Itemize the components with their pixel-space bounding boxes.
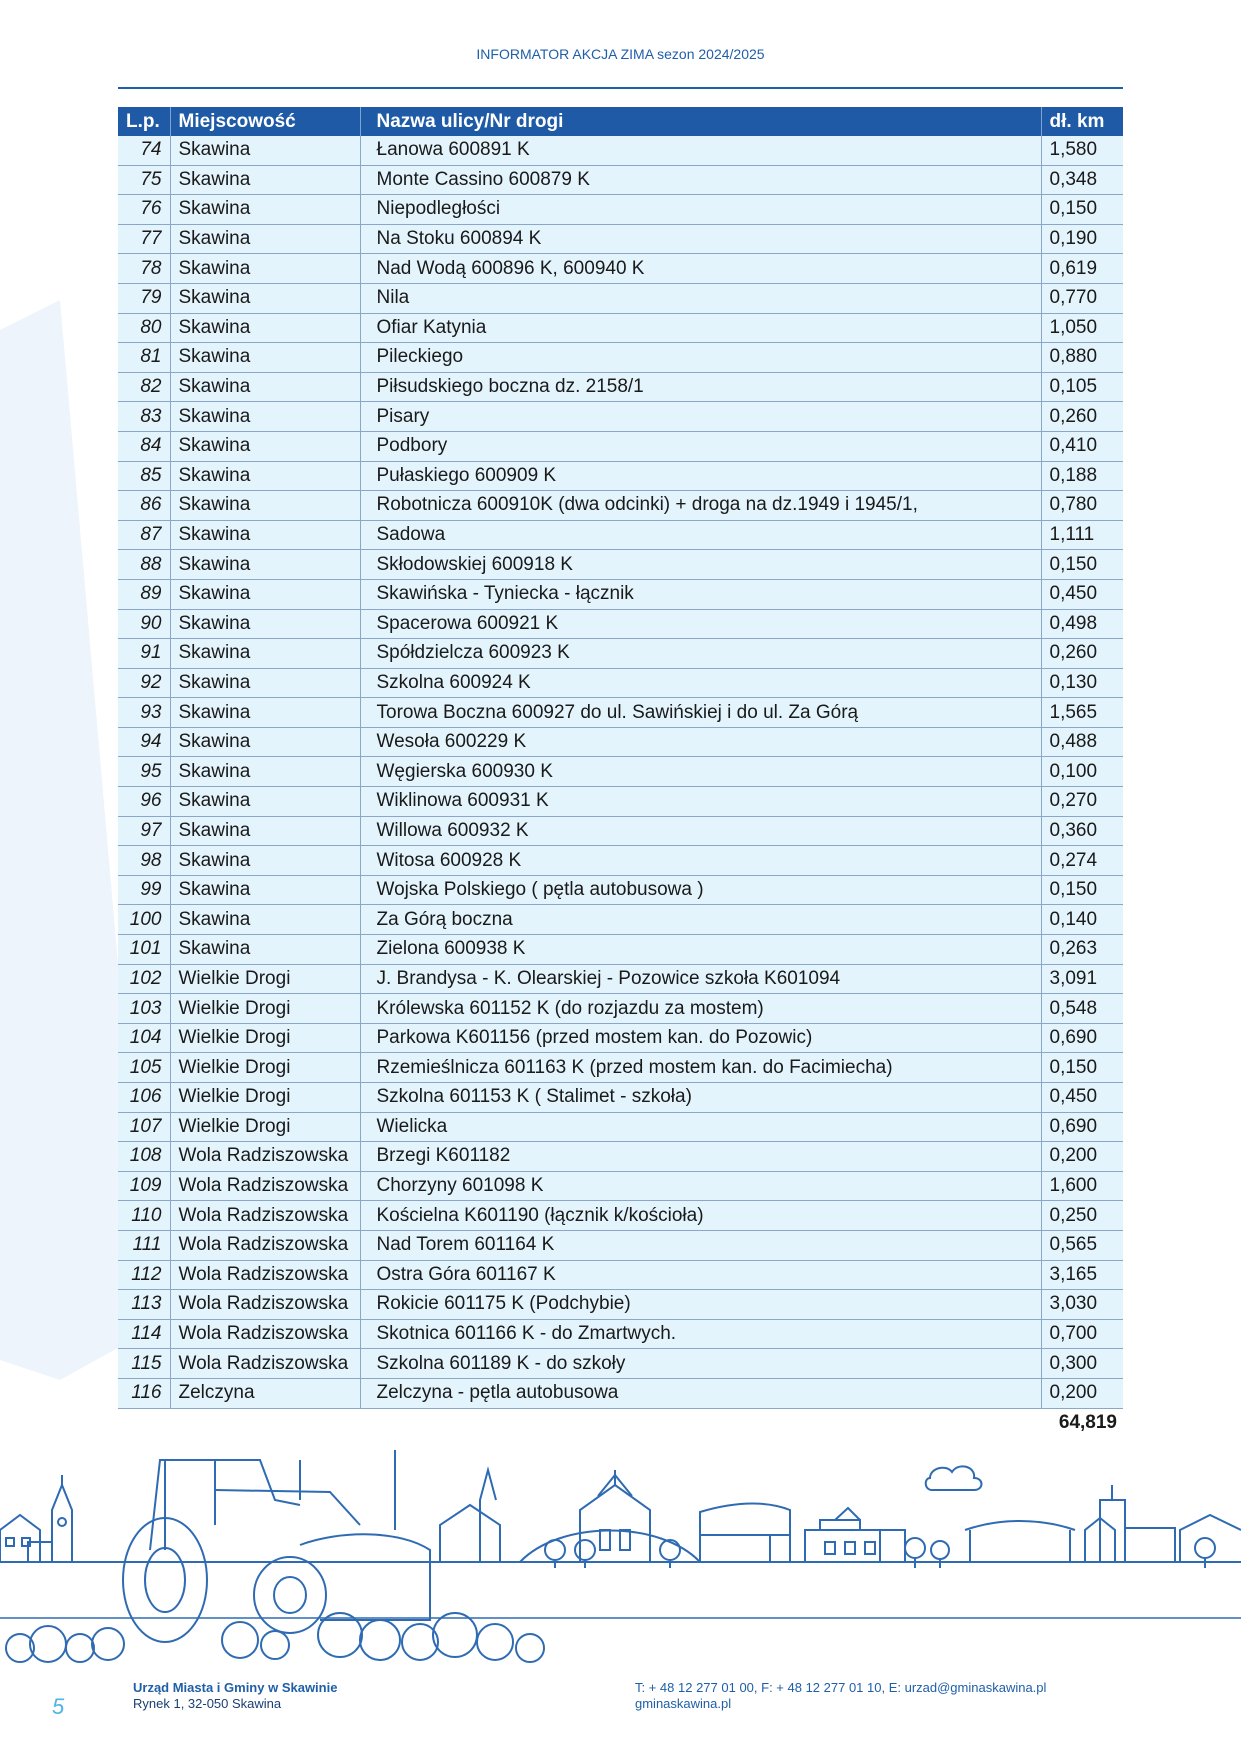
row-dlugosc-km: 0,130 <box>1041 668 1123 698</box>
row-miejscowosc: Skawina <box>170 283 360 313</box>
row-nazwa-ulicy: Torowa Boczna 600927 do ul. Sawińskiej i do ul. Za Górą <box>360 698 1041 728</box>
row-lp: 94 <box>118 727 170 757</box>
row-dlugosc-km: 3,030 <box>1041 1290 1123 1320</box>
table-row <box>118 1023 1123 1053</box>
row-miejscowosc: Skawina <box>170 846 360 876</box>
table-row <box>118 1083 1123 1113</box>
row-lp: 79 <box>118 283 170 313</box>
row-lp: 83 <box>118 402 170 432</box>
roads-table <box>118 107 1123 1437</box>
footer-org-name: Urząd Miasta i Gminy w Skawinie <box>133 1680 338 1695</box>
row-lp: 106 <box>118 1083 170 1113</box>
cloud-icon <box>926 1466 982 1490</box>
total-row <box>118 1408 1123 1437</box>
row-nazwa-ulicy: Na Stoku 600894 K <box>360 224 1041 254</box>
row-dlugosc-km: 1,580 <box>1041 136 1123 165</box>
row-nazwa-ulicy: Pileckiego <box>360 343 1041 373</box>
row-nazwa-ulicy: Witosa 600928 K <box>360 846 1041 876</box>
row-nazwa-ulicy: Piłsudskiego boczna dz. 2158/1 <box>360 372 1041 402</box>
table-row <box>118 224 1123 254</box>
table-row <box>118 1319 1123 1349</box>
table-row <box>118 639 1123 669</box>
row-lp: 87 <box>118 520 170 550</box>
row-nazwa-ulicy: Ostra Góra 601167 K <box>360 1260 1041 1290</box>
row-lp: 93 <box>118 698 170 728</box>
row-dlugosc-km: 0,880 <box>1041 343 1123 373</box>
row-dlugosc-km: 0,565 <box>1041 1230 1123 1260</box>
row-dlugosc-km: 0,270 <box>1041 787 1123 817</box>
row-dlugosc-km: 0,260 <box>1041 639 1123 669</box>
row-miejscowosc: Wielkie Drogi <box>170 1112 360 1142</box>
table-row <box>118 195 1123 225</box>
row-nazwa-ulicy: Sadowa <box>360 520 1041 550</box>
snow-plow-tractor-illustration <box>123 1450 430 1642</box>
table-row <box>118 1112 1123 1142</box>
row-miejscowosc: Skawina <box>170 935 360 965</box>
row-nazwa-ulicy: Nila <box>360 283 1041 313</box>
row-lp: 96 <box>118 787 170 817</box>
row-dlugosc-km: 0,250 <box>1041 1201 1123 1231</box>
row-miejscowosc: Skawina <box>170 787 360 817</box>
row-lp: 86 <box>118 491 170 521</box>
row-miejscowosc: Zelczyna <box>170 1378 360 1408</box>
row-lp: 113 <box>118 1290 170 1320</box>
row-nazwa-ulicy: Wojska Polskiego ( pętla autobusowa ) <box>360 875 1041 905</box>
row-miejscowosc: Skawina <box>170 905 360 935</box>
row-lp: 111 <box>118 1230 170 1260</box>
row-dlugosc-km: 0,200 <box>1041 1142 1123 1172</box>
row-lp: 76 <box>118 195 170 225</box>
row-miejscowosc: Wielkie Drogi <box>170 1023 360 1053</box>
table-row <box>118 846 1123 876</box>
row-lp: 114 <box>118 1319 170 1349</box>
row-miejscowosc: Skawina <box>170 313 360 343</box>
table-row <box>118 491 1123 521</box>
row-nazwa-ulicy: Wesoła 600229 K <box>360 727 1041 757</box>
table-row <box>118 1201 1123 1231</box>
row-miejscowosc: Skawina <box>170 165 360 195</box>
row-miejscowosc: Skawina <box>170 254 360 284</box>
table-row <box>118 935 1123 965</box>
row-lp: 90 <box>118 609 170 639</box>
row-lp: 77 <box>118 224 170 254</box>
row-nazwa-ulicy: Parkowa K601156 (przed mostem kan. do Pozowic) <box>360 1023 1041 1053</box>
table-row <box>118 905 1123 935</box>
row-miejscowosc: Skawina <box>170 461 360 491</box>
row-nazwa-ulicy: Pisary <box>360 402 1041 432</box>
row-lp: 110 <box>118 1201 170 1231</box>
table-row <box>118 313 1123 343</box>
table-row <box>118 994 1123 1024</box>
row-nazwa-ulicy: Szkolna 600924 K <box>360 668 1041 698</box>
table-row <box>118 1378 1123 1408</box>
row-dlugosc-km: 0,150 <box>1041 195 1123 225</box>
row-dlugosc-km: 1,565 <box>1041 698 1123 728</box>
row-miejscowosc: Skawina <box>170 816 360 846</box>
row-lp: 115 <box>118 1349 170 1379</box>
row-lp: 100 <box>118 905 170 935</box>
row-dlugosc-km: 1,111 <box>1041 520 1123 550</box>
row-dlugosc-km: 0,200 <box>1041 1378 1123 1408</box>
row-nazwa-ulicy: Zelczyna - pętla autobusowa <box>360 1378 1041 1408</box>
table-row <box>118 1290 1123 1320</box>
row-dlugosc-km: 0,690 <box>1041 1023 1123 1053</box>
row-miejscowosc: Skawina <box>170 550 360 580</box>
row-miejscowosc: Skawina <box>170 609 360 639</box>
row-dlugosc-km: 0,770 <box>1041 283 1123 313</box>
row-nazwa-ulicy: Spacerowa 600921 K <box>360 609 1041 639</box>
row-nazwa-ulicy: Nad Torem 601164 K <box>360 1230 1041 1260</box>
row-nazwa-ulicy: Węgierska 600930 K <box>360 757 1041 787</box>
row-miejscowosc: Skawina <box>170 343 360 373</box>
table-row <box>118 1349 1123 1379</box>
row-dlugosc-km: 0,300 <box>1041 1349 1123 1379</box>
row-lp: 84 <box>118 431 170 461</box>
table-row <box>118 609 1123 639</box>
row-nazwa-ulicy: Podbory <box>360 431 1041 461</box>
row-lp: 80 <box>118 313 170 343</box>
row-dlugosc-km: 0,410 <box>1041 431 1123 461</box>
row-lp: 92 <box>118 668 170 698</box>
column-header-dlugosc-km: dł. km <box>1041 107 1123 136</box>
row-dlugosc-km: 1,050 <box>1041 313 1123 343</box>
header-divider <box>118 87 1123 89</box>
footer-website[interactable]: gminaskawina.pl <box>635 1696 732 1711</box>
row-lp: 78 <box>118 254 170 284</box>
row-lp: 104 <box>118 1023 170 1053</box>
row-lp: 98 <box>118 846 170 876</box>
row-nazwa-ulicy: Kościelna K601190 (łącznik k/kościoła) <box>360 1201 1041 1231</box>
row-miejscowosc: Skawina <box>170 372 360 402</box>
table-row <box>118 372 1123 402</box>
row-miejscowosc: Wola Radziszowska <box>170 1142 360 1172</box>
table-row <box>118 787 1123 817</box>
row-miejscowosc: Wola Radziszowska <box>170 1171 360 1201</box>
row-dlugosc-km: 3,091 <box>1041 964 1123 994</box>
row-miejscowosc: Skawina <box>170 136 360 165</box>
row-miejscowosc: Skawina <box>170 579 360 609</box>
row-nazwa-ulicy: Wiklinowa 600931 K <box>360 787 1041 817</box>
row-lp: 85 <box>118 461 170 491</box>
row-lp: 101 <box>118 935 170 965</box>
table-row <box>118 1142 1123 1172</box>
row-miejscowosc: Skawina <box>170 491 360 521</box>
table-row <box>118 1260 1123 1290</box>
footer-contact-line: T: + 48 12 277 01 00, F: + 48 12 277 01 10, E: urzad@gminaskawina.pl <box>635 1680 1047 1695</box>
row-dlugosc-km: 0,260 <box>1041 402 1123 432</box>
row-nazwa-ulicy: Wielicka <box>360 1112 1041 1142</box>
row-lp: 74 <box>118 136 170 165</box>
row-nazwa-ulicy: Pułaskiego 600909 K <box>360 461 1041 491</box>
row-dlugosc-km: 0,263 <box>1041 935 1123 965</box>
row-miejscowosc: Skawina <box>170 727 360 757</box>
row-lp: 103 <box>118 994 170 1024</box>
row-nazwa-ulicy: Ofiar Katynia <box>360 313 1041 343</box>
row-miejscowosc: Wielkie Drogi <box>170 1083 360 1113</box>
row-nazwa-ulicy: Brzegi K601182 <box>360 1142 1041 1172</box>
row-miejscowosc: Wola Radziszowska <box>170 1201 360 1231</box>
row-dlugosc-km: 0,105 <box>1041 372 1123 402</box>
row-dlugosc-km: 0,188 <box>1041 461 1123 491</box>
row-dlugosc-km: 0,450 <box>1041 1083 1123 1113</box>
table-row <box>118 727 1123 757</box>
row-lp: 107 <box>118 1112 170 1142</box>
church-tower-icon <box>0 1475 72 1562</box>
row-miejscowosc: Wielkie Drogi <box>170 1053 360 1083</box>
table-row <box>118 343 1123 373</box>
table-header-row <box>118 107 1123 136</box>
row-lp: 112 <box>118 1260 170 1290</box>
row-dlugosc-km: 0,274 <box>1041 846 1123 876</box>
row-nazwa-ulicy: Robotnicza 600910K (dwa odcinki) + droga na dz.1949 i 1945/1, <box>360 491 1041 521</box>
table-row <box>118 875 1123 905</box>
row-nazwa-ulicy: Za Górą boczna <box>360 905 1041 935</box>
table-row <box>118 520 1123 550</box>
row-dlugosc-km: 0,700 <box>1041 1319 1123 1349</box>
row-lp: 108 <box>118 1142 170 1172</box>
document-header-title: INFORMATOR AKCJA ZIMA sezon 2024/2025 <box>476 46 765 62</box>
row-miejscowosc: Skawina <box>170 639 360 669</box>
row-dlugosc-km: 0,100 <box>1041 757 1123 787</box>
table-row <box>118 1171 1123 1201</box>
row-dlugosc-km: 3,165 <box>1041 1260 1123 1290</box>
row-nazwa-ulicy: Skawińska - Tyniecka - łącznik <box>360 579 1041 609</box>
row-nazwa-ulicy: Skotnica 601166 K - do Zmartwych. <box>360 1319 1041 1349</box>
table-row <box>118 698 1123 728</box>
row-nazwa-ulicy: Niepodległości <box>360 195 1041 225</box>
table-row <box>118 136 1123 165</box>
row-nazwa-ulicy: Nad Wodą 600896 K, 600940 K <box>360 254 1041 284</box>
row-dlugosc-km: 0,150 <box>1041 550 1123 580</box>
row-nazwa-ulicy: Rzemieślnicza 601163 K (przed mostem kan. do Facimiecha) <box>360 1053 1041 1083</box>
row-miejscowosc: Skawina <box>170 875 360 905</box>
row-dlugosc-km: 0,498 <box>1041 609 1123 639</box>
footer-address: Rynek 1, 32-050 Skawina <box>133 1696 282 1711</box>
page-number: 5 <box>52 1694 65 1719</box>
row-lp: 97 <box>118 816 170 846</box>
row-dlugosc-km: 0,488 <box>1041 727 1123 757</box>
row-dlugosc-km: 0,780 <box>1041 491 1123 521</box>
row-miejscowosc: Skawina <box>170 668 360 698</box>
row-lp: 81 <box>118 343 170 373</box>
row-miejscowosc: Wielkie Drogi <box>170 994 360 1024</box>
row-lp: 75 <box>118 165 170 195</box>
row-miejscowosc: Skawina <box>170 431 360 461</box>
row-lp: 82 <box>118 372 170 402</box>
row-nazwa-ulicy: Skłodowskiej 600918 K <box>360 550 1041 580</box>
table-row <box>118 668 1123 698</box>
row-miejscowosc: Wola Radziszowska <box>170 1290 360 1320</box>
footer-organization <box>133 1680 337 1712</box>
row-dlugosc-km: 0,360 <box>1041 816 1123 846</box>
row-dlugosc-km: 0,150 <box>1041 875 1123 905</box>
table-row <box>118 579 1123 609</box>
column-header-miejscowosc: Miejscowość <box>170 107 360 136</box>
row-dlugosc-km: 0,150 <box>1041 1053 1123 1083</box>
footer-contact <box>635 1680 1046 1712</box>
total-length: 64,819 <box>1058 1411 1117 1433</box>
table-row <box>118 964 1123 994</box>
table-row <box>118 1230 1123 1260</box>
row-nazwa-ulicy: J. Brandysa - K. Olearskiej - Pozowice szkoła K601094 <box>360 964 1041 994</box>
row-nazwa-ulicy: Łanowa 600891 K <box>360 136 1041 165</box>
table-row <box>118 283 1123 313</box>
table-row <box>118 1053 1123 1083</box>
row-lp: 89 <box>118 579 170 609</box>
row-miejscowosc: Wielkie Drogi <box>170 964 360 994</box>
row-miejscowosc: Skawina <box>170 757 360 787</box>
row-lp: 95 <box>118 757 170 787</box>
table-row <box>118 165 1123 195</box>
row-miejscowosc: Skawina <box>170 402 360 432</box>
row-lp: 116 <box>118 1378 170 1408</box>
row-nazwa-ulicy: Spółdzielcza 600923 K <box>360 639 1041 669</box>
row-nazwa-ulicy: Rokicie 601175 K (Podchybie) <box>360 1290 1041 1320</box>
row-dlugosc-km: 0,140 <box>1041 905 1123 935</box>
row-nazwa-ulicy: Szkolna 601189 K - do szkoły <box>360 1349 1041 1379</box>
row-dlugosc-km: 0,190 <box>1041 224 1123 254</box>
row-dlugosc-km: 0,548 <box>1041 994 1123 1024</box>
row-nazwa-ulicy: Monte Cassino 600879 K <box>360 165 1041 195</box>
row-miejscowosc: Wola Radziszowska <box>170 1230 360 1260</box>
row-miejscowosc: Wola Radziszowska <box>170 1349 360 1379</box>
row-miejscowosc: Skawina <box>170 520 360 550</box>
row-nazwa-ulicy: Zielona 600938 K <box>360 935 1041 965</box>
table-row <box>118 757 1123 787</box>
row-dlugosc-km: 0,348 <box>1041 165 1123 195</box>
town-skyline-illustration <box>0 1430 1241 1665</box>
table-row <box>118 254 1123 284</box>
row-nazwa-ulicy: Willowa 600932 K <box>360 816 1041 846</box>
column-header-nazwa-ulicy: Nazwa ulicy/Nr drogi <box>360 107 1041 136</box>
row-lp: 99 <box>118 875 170 905</box>
row-lp: 88 <box>118 550 170 580</box>
row-nazwa-ulicy: Szkolna 601153 K ( Stalimet - szkoła) <box>360 1083 1041 1113</box>
row-miejscowosc: Wola Radziszowska <box>170 1260 360 1290</box>
row-dlugosc-km: 1,600 <box>1041 1171 1123 1201</box>
row-miejscowosc: Wola Radziszowska <box>170 1319 360 1349</box>
table-row <box>118 550 1123 580</box>
row-miejscowosc: Skawina <box>170 698 360 728</box>
row-lp: 91 <box>118 639 170 669</box>
row-dlugosc-km: 0,450 <box>1041 579 1123 609</box>
row-nazwa-ulicy: Królewska 601152 K (do rozjazdu za mostem) <box>360 994 1041 1024</box>
table-row <box>118 431 1123 461</box>
row-nazwa-ulicy: Chorzyny 601098 K <box>360 1171 1041 1201</box>
row-lp: 109 <box>118 1171 170 1201</box>
table-row <box>118 816 1123 846</box>
row-dlugosc-km: 0,690 <box>1041 1112 1123 1142</box>
row-miejscowosc: Skawina <box>170 224 360 254</box>
row-miejscowosc: Skawina <box>170 195 360 225</box>
row-dlugosc-km: 0,619 <box>1041 254 1123 284</box>
column-header-lp: L.p. <box>118 107 170 136</box>
table-row <box>118 461 1123 491</box>
row-lp: 105 <box>118 1053 170 1083</box>
table-row <box>118 402 1123 432</box>
row-lp: 102 <box>118 964 170 994</box>
